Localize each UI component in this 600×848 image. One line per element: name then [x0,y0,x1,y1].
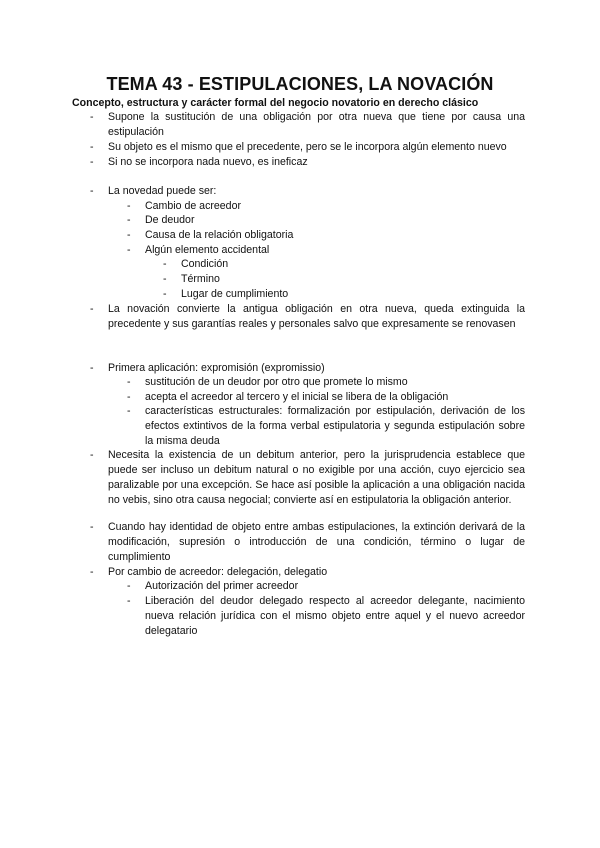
list-item [127,213,525,228]
list-item-text: Cuando hay identidad de objeto entre ambas estipulaciones, la extinción derivará de la modificación, supresión o introducción de una condición, término o lugar de cumplimiento [108,521,525,563]
bullet-dash: - [90,156,94,168]
bullet-dash: - [127,244,131,256]
page-title: TEMA 43 - ESTIPULACIONES, LA NOVACIÓN [106,74,494,94]
list-item-text: Necesita la existencia de un debitum anterior, pero la jurisprudencia establece que puede ser incluso un debitum natural o no exigible por una acción, cuyo ejercicio sea paralizable por una excepción. Se hace así posible la aplicación a una obligación nacida no vebis, sino otra causa negocial; convierte así en estipulatoria la obligación anterior. [108,449,525,506]
bullet-dash: - [163,273,167,285]
list-item-text: De deudor [145,214,195,226]
list-item-text: Cambio de acreedor [145,200,241,212]
list-item-text: características estructurales: formalización por estipulación, derivación de los efectos extintivos de la forma verbal estipulatoria y segunda estipulación sobre la misma deuda [145,405,525,447]
bullet-dash: - [90,521,94,533]
list-item-text: acepta el acreedor al tercero y el inicial se libera de la obligación [145,391,449,403]
list-item [90,110,525,140]
bullet-dash: - [127,391,131,403]
list-item [127,579,525,594]
list-item-text: Lugar de cumplimiento [181,288,289,300]
list-item [90,448,525,523]
bullet-dash: - [163,288,167,300]
list-item [127,199,525,214]
list-item [90,140,525,155]
list-item [163,272,525,287]
list-item [90,361,525,376]
bullet-dash: - [127,200,131,212]
section-subtitle: Concepto, estructura y carácter formal del negocio novatorio en derecho clásico [72,97,479,109]
bullet-dash: - [90,566,94,578]
list-item [90,565,525,580]
bullet-dash: - [127,376,131,388]
list-item [127,243,525,258]
bullet-dash: - [127,405,131,417]
list-item [90,302,525,347]
bullet-dash: - [127,595,131,607]
bullet-dash: - [127,214,131,226]
list-item-text: Primera aplicación: expromisión (expromissio) [108,362,325,374]
list-item [127,404,525,449]
list-item [163,257,525,272]
bullet-dash: - [163,258,167,270]
list-item [90,520,525,565]
list-item [127,228,525,243]
bullet-dash: - [90,449,94,461]
bullet-dash: - [127,580,131,592]
list-item-text: La novedad puede ser: [108,185,217,197]
list-item [163,287,525,302]
bullet-dash: - [90,111,94,123]
list-item-text: Algún elemento accidental [145,244,270,256]
list-item-text: Por cambio de acreedor: delegación, delegatio [108,566,328,578]
list-item-text: Término [181,273,220,285]
bullet-dash: - [90,185,94,197]
list-item-text: sustitución de un deudor por otro que promete lo mismo [145,376,408,388]
list-item-text: Condición [181,258,229,270]
list-item-text: Autorización del primer acreedor [145,580,299,592]
bullet-dash: - [90,141,94,153]
list-item-text: Liberación del deudor delegado respecto al acreedor delegante, nacimiento nueva relación jurídica con el mismo objeto entre aquel y el nuevo acreedor delegatario [145,595,525,637]
list-item [90,184,525,199]
bullet-dash: - [90,362,94,374]
list-item [127,390,525,405]
list-item [90,155,525,170]
list-item [127,594,525,639]
list-item-text: Su objeto es el mismo que el precedente, pero se le incorpora algún elemento nuevo [108,141,507,153]
list-item-text: Si no se incorpora nada nuevo, es ineficaz [108,156,308,168]
list-item-text: La novación convierte la antigua obligación en otra nueva, queda extinguida la precedente y sus garantías reales y personales salvo que expresamente se renovasen [108,303,525,330]
list-item-text: Causa de la relación obligatoria [145,229,294,241]
list-item-text: Supone la sustitución de una obligación por otra nueva que tiene por causa una estipulación [108,111,525,138]
bullet-dash: - [127,229,131,241]
bullet-dash: - [90,303,94,315]
list-item [127,375,525,390]
